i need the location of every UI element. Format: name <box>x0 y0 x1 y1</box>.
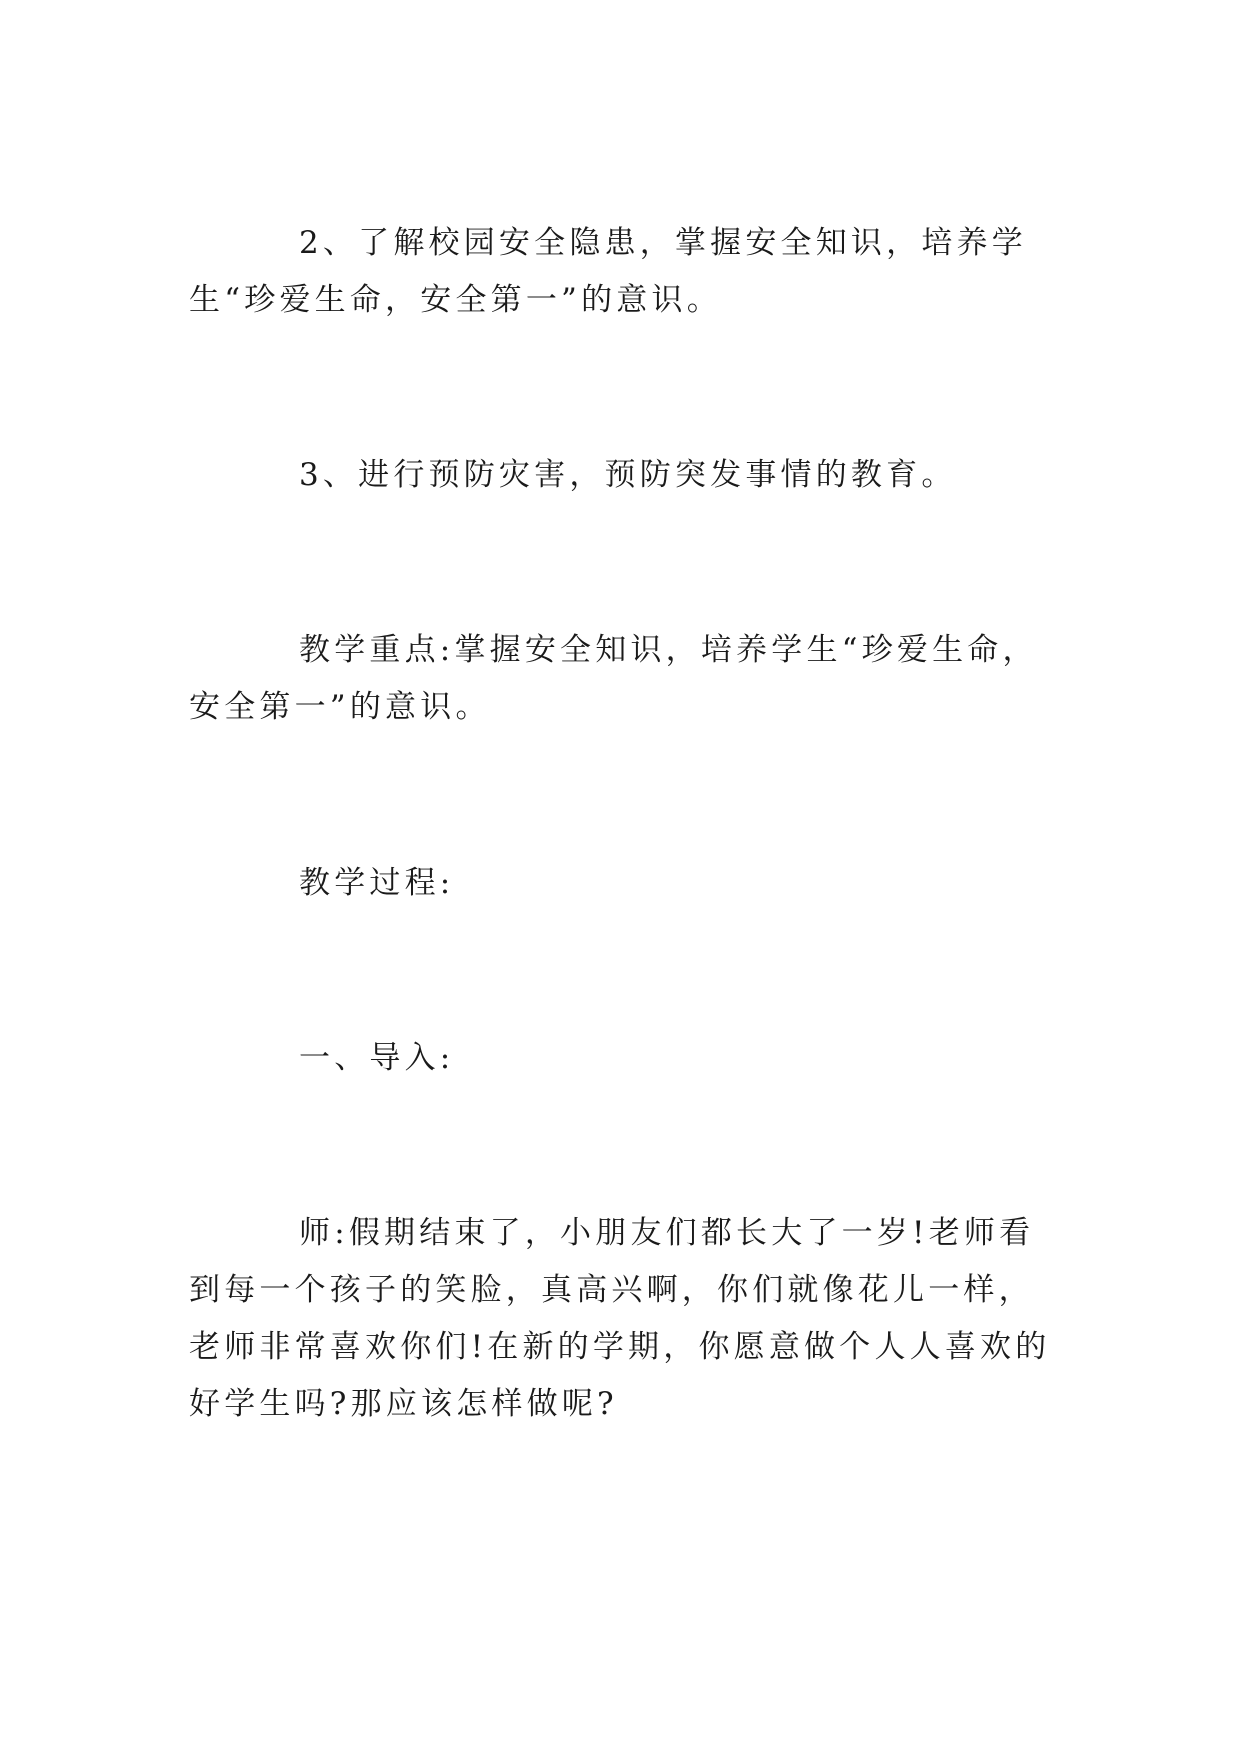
teacher-dialogue-paragraph: 师:假期结束了，小朋友们都长大了一岁!老师看到每一个孩子的笑脸，真高兴啊，你们就像花儿一样，老师非常喜欢你们!在新的学期，你愿意做个人人喜欢的好学生吗?那应该怎样做呢? <box>189 1215 1051 1422</box>
teaching-process-heading: 教学过程: <box>299 865 455 901</box>
teaching-focus-paragraph: 教学重点:掌握安全知识，培养学生“珍爱生命，安全第一”的意识。 <box>189 632 1038 725</box>
introduction-heading: 一、导入: <box>299 1040 455 1076</box>
objective-2-paragraph: 2、了解校园安全隐患，掌握安全知识，培养学生“珍爱生命，安全第一”的意识。 <box>189 225 1027 318</box>
objective-3-paragraph: 3、进行预防灾害，预防突发事情的教育。 <box>299 457 957 493</box>
